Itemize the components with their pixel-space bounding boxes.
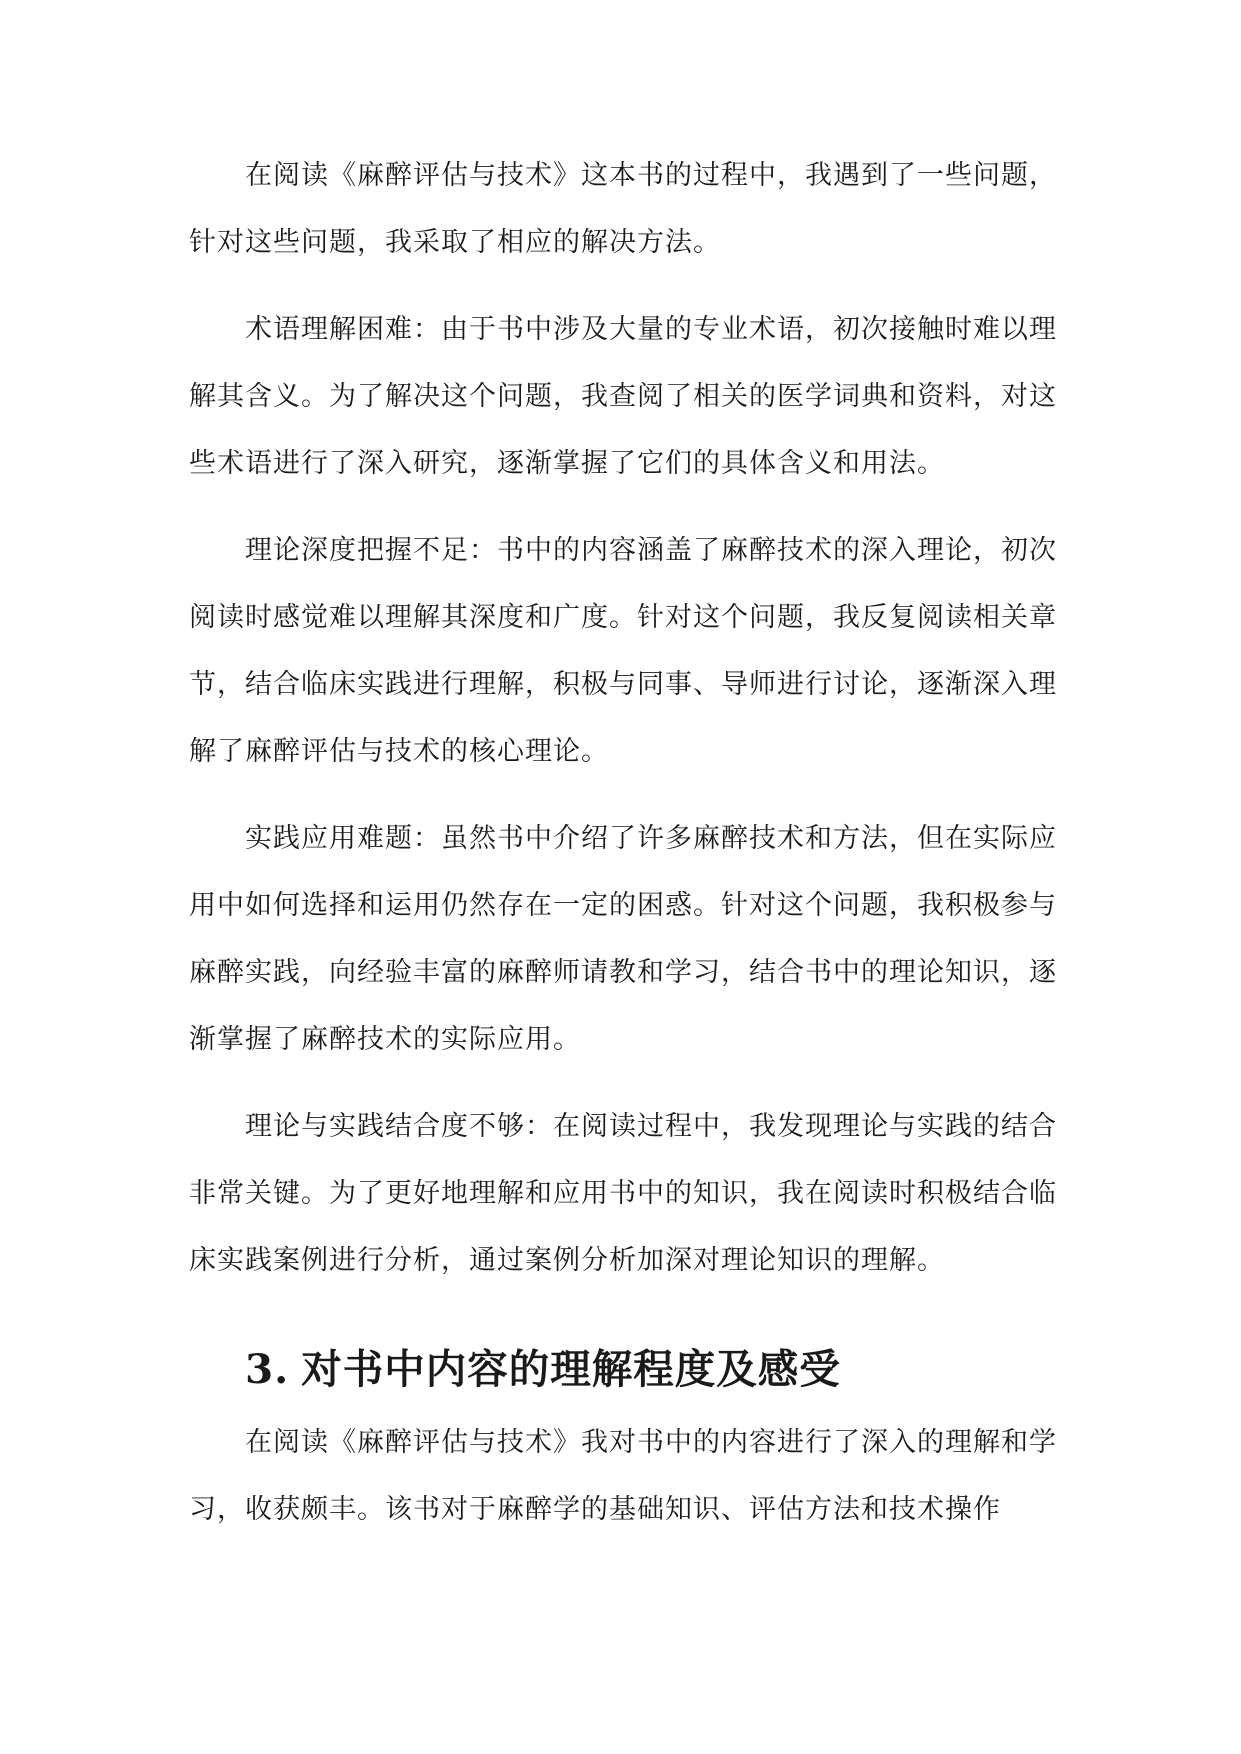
- section-heading: [189, 1339, 1057, 1399]
- paragraph-understanding: 在阅读《麻醉评估与技术》我对书中的内容进行了深入的理解和学习，收获颇丰。该书对于麻醉学的基础知识、评估方法和技术操作: [189, 1427, 1057, 1525]
- section-title: 对书中内容的理解程度及感受: [301, 1345, 841, 1393]
- paragraph-practice: 实践应用难题：虽然书中介绍了许多麻醉技术和方法，但在实际应用中如何选择和运用仍然存在一定的困惑。针对这个问题，我积极参与麻醉实践，向经验丰富的麻醉师请教和学习，结合书中的理论知识，逐渐掌握了麻醉技术的实际应用。: [189, 823, 1057, 1055]
- paragraph-theory-practice: 理论与实践结合度不够：在阅读过程中，我发现理论与实践的结合非常关键。为了更好地理解和应用书中的知识，我在阅读时积极结合临床实践案例进行分析，通过案例分析加深对理论知识的理解。: [189, 1111, 1057, 1276]
- paragraph-terminology: 术语理解困难：由于书中涉及大量的专业术语，初次接触时难以理解其含义。为了解决这个问题，我查阅了相关的医学词典和资料，对这些术语进行了深入研究，逐渐掌握了它们的具体含义和用法。: [189, 314, 1057, 479]
- paragraph-theory-depth: 理论深度把握不足：书中的内容涵盖了麻醉技术的深入理论，初次阅读时感觉难以理解其深度和广度。针对这个问题，我反复阅读相关章节，结合临床实践进行理解，积极与同事、导师进行讨论，逐渐深入理解了麻醉评估与技术的核心理论。: [189, 535, 1057, 767]
- document-body: [189, 142, 1057, 1563]
- section-number: 3.: [245, 1345, 290, 1393]
- paragraph-intro: 在阅读《麻醉评估与技术》这本书的过程中，我遇到了一些问题，针对这些问题，我采取了相应的解决方法。: [189, 160, 1057, 258]
